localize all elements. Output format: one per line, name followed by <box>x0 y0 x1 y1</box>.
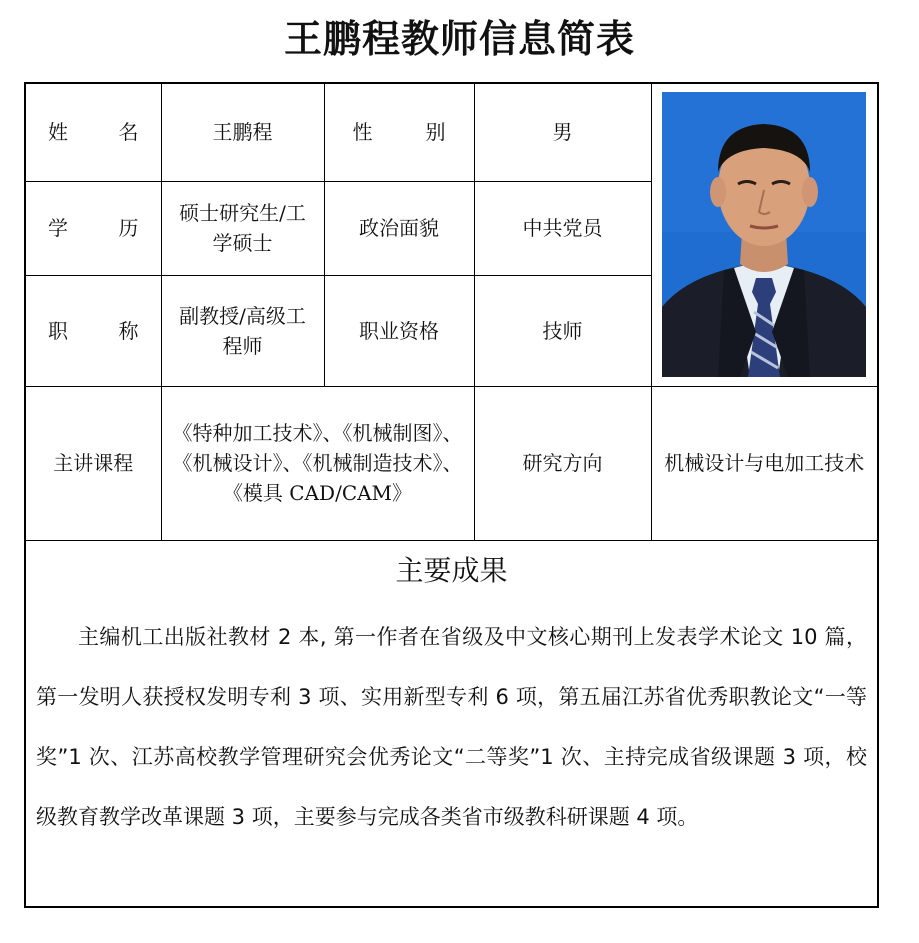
achievements-section <box>26 540 877 906</box>
info-sheet <box>24 82 879 908</box>
education-value: 硕士研究生/工学硕士 <box>161 181 324 275</box>
name-label-char2: 名 <box>118 120 139 145</box>
name-label-char1: 姓 <box>48 120 68 145</box>
courses-label: 主讲课程 <box>26 386 161 540</box>
gender-label-char2: 别 <box>425 120 446 145</box>
achievements-heading: 主要成果 <box>395 554 508 587</box>
political-value: 中共党员 <box>474 181 651 275</box>
political-label: 政治面貌 <box>324 181 474 275</box>
title-label-char2: 称 <box>118 318 139 343</box>
qualification-label: 职业资格 <box>324 275 474 386</box>
photo-cell <box>651 84 877 386</box>
research-label: 研究方向 <box>474 386 651 540</box>
gender-value: 男 <box>474 84 651 181</box>
name-value: 王鹏程 <box>161 84 324 181</box>
row-name <box>26 84 877 181</box>
achievements-body: 主编机工出版社教材 2 本, 第一作者在省级及中文核心期刊上发表学术论文 10 篇，第一发明人获授权发明专利 3 项、实用新型专利 6 项，第五届江苏省优秀职教论文“一等奖”1 次、江苏高校教学管理研究会优秀论文“二等奖”1 次、主持完成省级课题 3 项，校级教育教学改革课题 3 项，主要参与完成各类省市级教科研课题 4 项。 <box>36 625 867 829</box>
education-label-char2: 历 <box>118 216 139 240</box>
name-label-cell <box>26 84 161 181</box>
title-label-cell <box>26 275 161 386</box>
qualification-value: 技师 <box>474 275 651 386</box>
title-label-char1: 职 <box>48 318 68 343</box>
page-title: 王鹏程教师信息简表 <box>283 17 635 61</box>
gender-label-char1: 性 <box>352 120 373 145</box>
profile-table <box>26 84 877 541</box>
row-courses <box>26 386 877 540</box>
portrait-photo <box>662 92 866 377</box>
courses-value: 《特种加工技术》、《机械制图》、《机械设计》、《机械制造技术》、《模具 CAD/CAM》 <box>161 386 474 540</box>
portrait-icon <box>662 92 866 377</box>
education-label-cell <box>26 181 161 275</box>
research-value: 机械设计与电加工技术 <box>651 386 877 540</box>
education-label-char1: 学 <box>48 216 68 240</box>
title-value: 副教授/高级工程师 <box>161 275 324 386</box>
gender-label-cell <box>324 84 474 181</box>
